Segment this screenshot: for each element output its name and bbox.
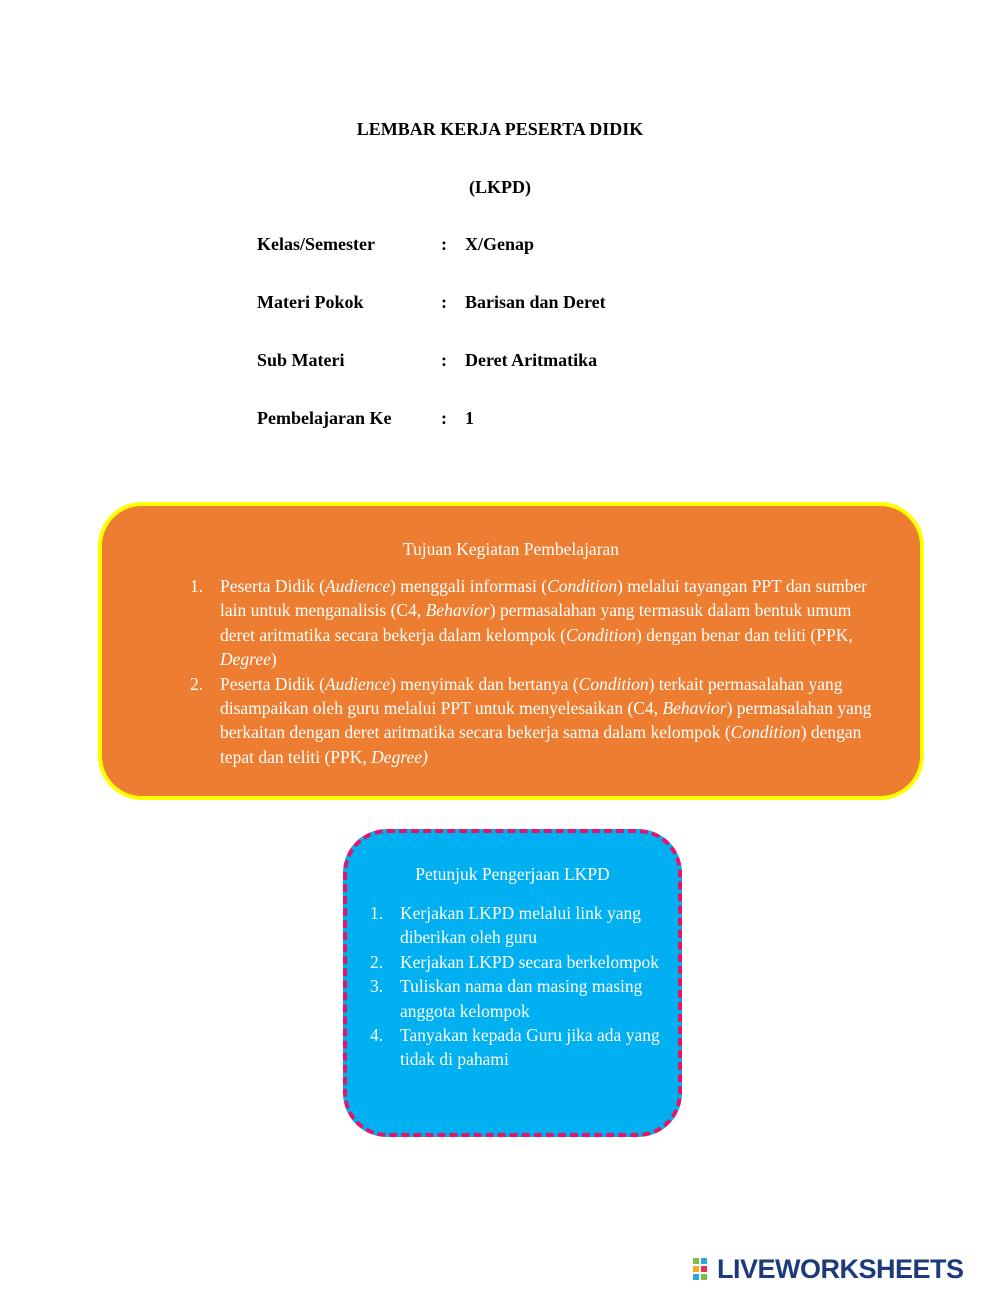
tujuan-box xyxy=(98,502,924,800)
list-number: 2. xyxy=(190,673,204,694)
list-item xyxy=(370,974,660,1023)
info-row-materi xyxy=(257,292,757,316)
list-number: 2. xyxy=(370,951,384,972)
info-row-kelas xyxy=(257,234,757,258)
info-value: X/Genap xyxy=(465,234,535,254)
text-segment: ) permasalahan yang berkaitan dengan deret aritmatika secara bekerja sama dalam kelompok ( xyxy=(220,698,872,743)
info-value: Barisan dan Deret xyxy=(465,292,606,312)
list-item xyxy=(190,574,890,672)
text-segment: ) terkait permasalahan yang disampaikan oleh guru melalui PPT untuk menyelesaikan (C4, xyxy=(220,673,843,719)
info-value: Deret Aritmatika xyxy=(465,350,598,370)
list-item xyxy=(370,1023,660,1072)
text-segment: ) menyimak dan bertanya ( xyxy=(390,673,579,694)
italic-term: Condition xyxy=(578,673,649,694)
tujuan-title: Tujuan Kegiatan Pembelajaran xyxy=(402,539,620,559)
list-number: 1. xyxy=(190,576,204,596)
info-colon: : xyxy=(441,408,447,428)
text-segment: ) dengan benar dan teliti (PPK, xyxy=(635,624,853,645)
italic-term: Degree xyxy=(220,649,271,670)
list-text: Kerjakan LKPD secara berkelompok xyxy=(400,951,659,972)
brand-text: LIVEWORKSHEETS xyxy=(717,1254,964,1284)
list-number: 4. xyxy=(370,1025,384,1046)
info-label: Kelas/Semester xyxy=(257,234,375,254)
text-segment: Peserta Didik ( xyxy=(220,673,325,694)
text-segment: ) melalui tayangan PPT dan sumber lain untuk menganalisis (C4, xyxy=(220,576,868,621)
info-row-sub-materi xyxy=(257,350,757,374)
petunjuk-list xyxy=(370,901,660,1072)
list-item xyxy=(370,950,660,974)
italic-term: Behavior xyxy=(425,600,490,621)
document-subtitle: (LKPD) xyxy=(469,177,531,197)
petunjuk-title: Petunjuk Pengerjaan LKPD xyxy=(415,864,610,884)
info-colon: : xyxy=(441,292,447,312)
document-title: LEMBAR KERJA PESERTA DIDIK xyxy=(356,119,644,139)
list-number: 3. xyxy=(370,976,384,997)
italic-term: Condition xyxy=(730,722,801,743)
list-text: Tuliskan nama dan masing masing anggota kelompok xyxy=(400,976,643,1021)
italic-term: Audience xyxy=(324,673,391,694)
italic-term: Behavior xyxy=(662,698,727,719)
italic-term: Condition xyxy=(547,576,618,596)
liveworksheets-logo-icon xyxy=(693,1258,715,1280)
info-row-pembelajaran xyxy=(257,408,757,432)
italic-term: Audience xyxy=(324,576,391,596)
text-segment: Peserta Didik ( xyxy=(220,576,325,596)
list-text: Tanyakan kepada Guru jika ada yang tidak di pahami xyxy=(400,1025,660,1070)
text-segment: ) xyxy=(270,649,277,670)
italic-term: Condition xyxy=(565,624,636,645)
info-label: Materi Pokok xyxy=(257,292,364,312)
text-segment: ) menggali informasi ( xyxy=(390,576,548,596)
info-value: 1 xyxy=(465,408,474,428)
petunjuk-box xyxy=(343,829,682,1137)
text-segment: ) dengan tepat dan teliti (PPK, xyxy=(220,722,862,767)
italic-term: Degree) xyxy=(371,746,428,767)
info-colon: : xyxy=(441,234,447,254)
list-number: 1. xyxy=(370,903,384,923)
liveworksheets-brand[interactable] xyxy=(693,1254,993,1284)
list-item xyxy=(370,901,660,950)
info-label: Sub Materi xyxy=(257,350,345,370)
text-segment: ) permasalahan yang termasuk dalam bentuk umum deret aritmatika secara bekerja dalam kelompok ( xyxy=(220,600,852,645)
list-item xyxy=(190,672,890,770)
info-label: Pembelajaran Ke xyxy=(257,408,392,428)
tujuan-list xyxy=(190,574,890,769)
list-text: Kerjakan LKPD melalui link yang diberikan oleh guru xyxy=(400,903,642,948)
info-colon: : xyxy=(441,350,447,370)
